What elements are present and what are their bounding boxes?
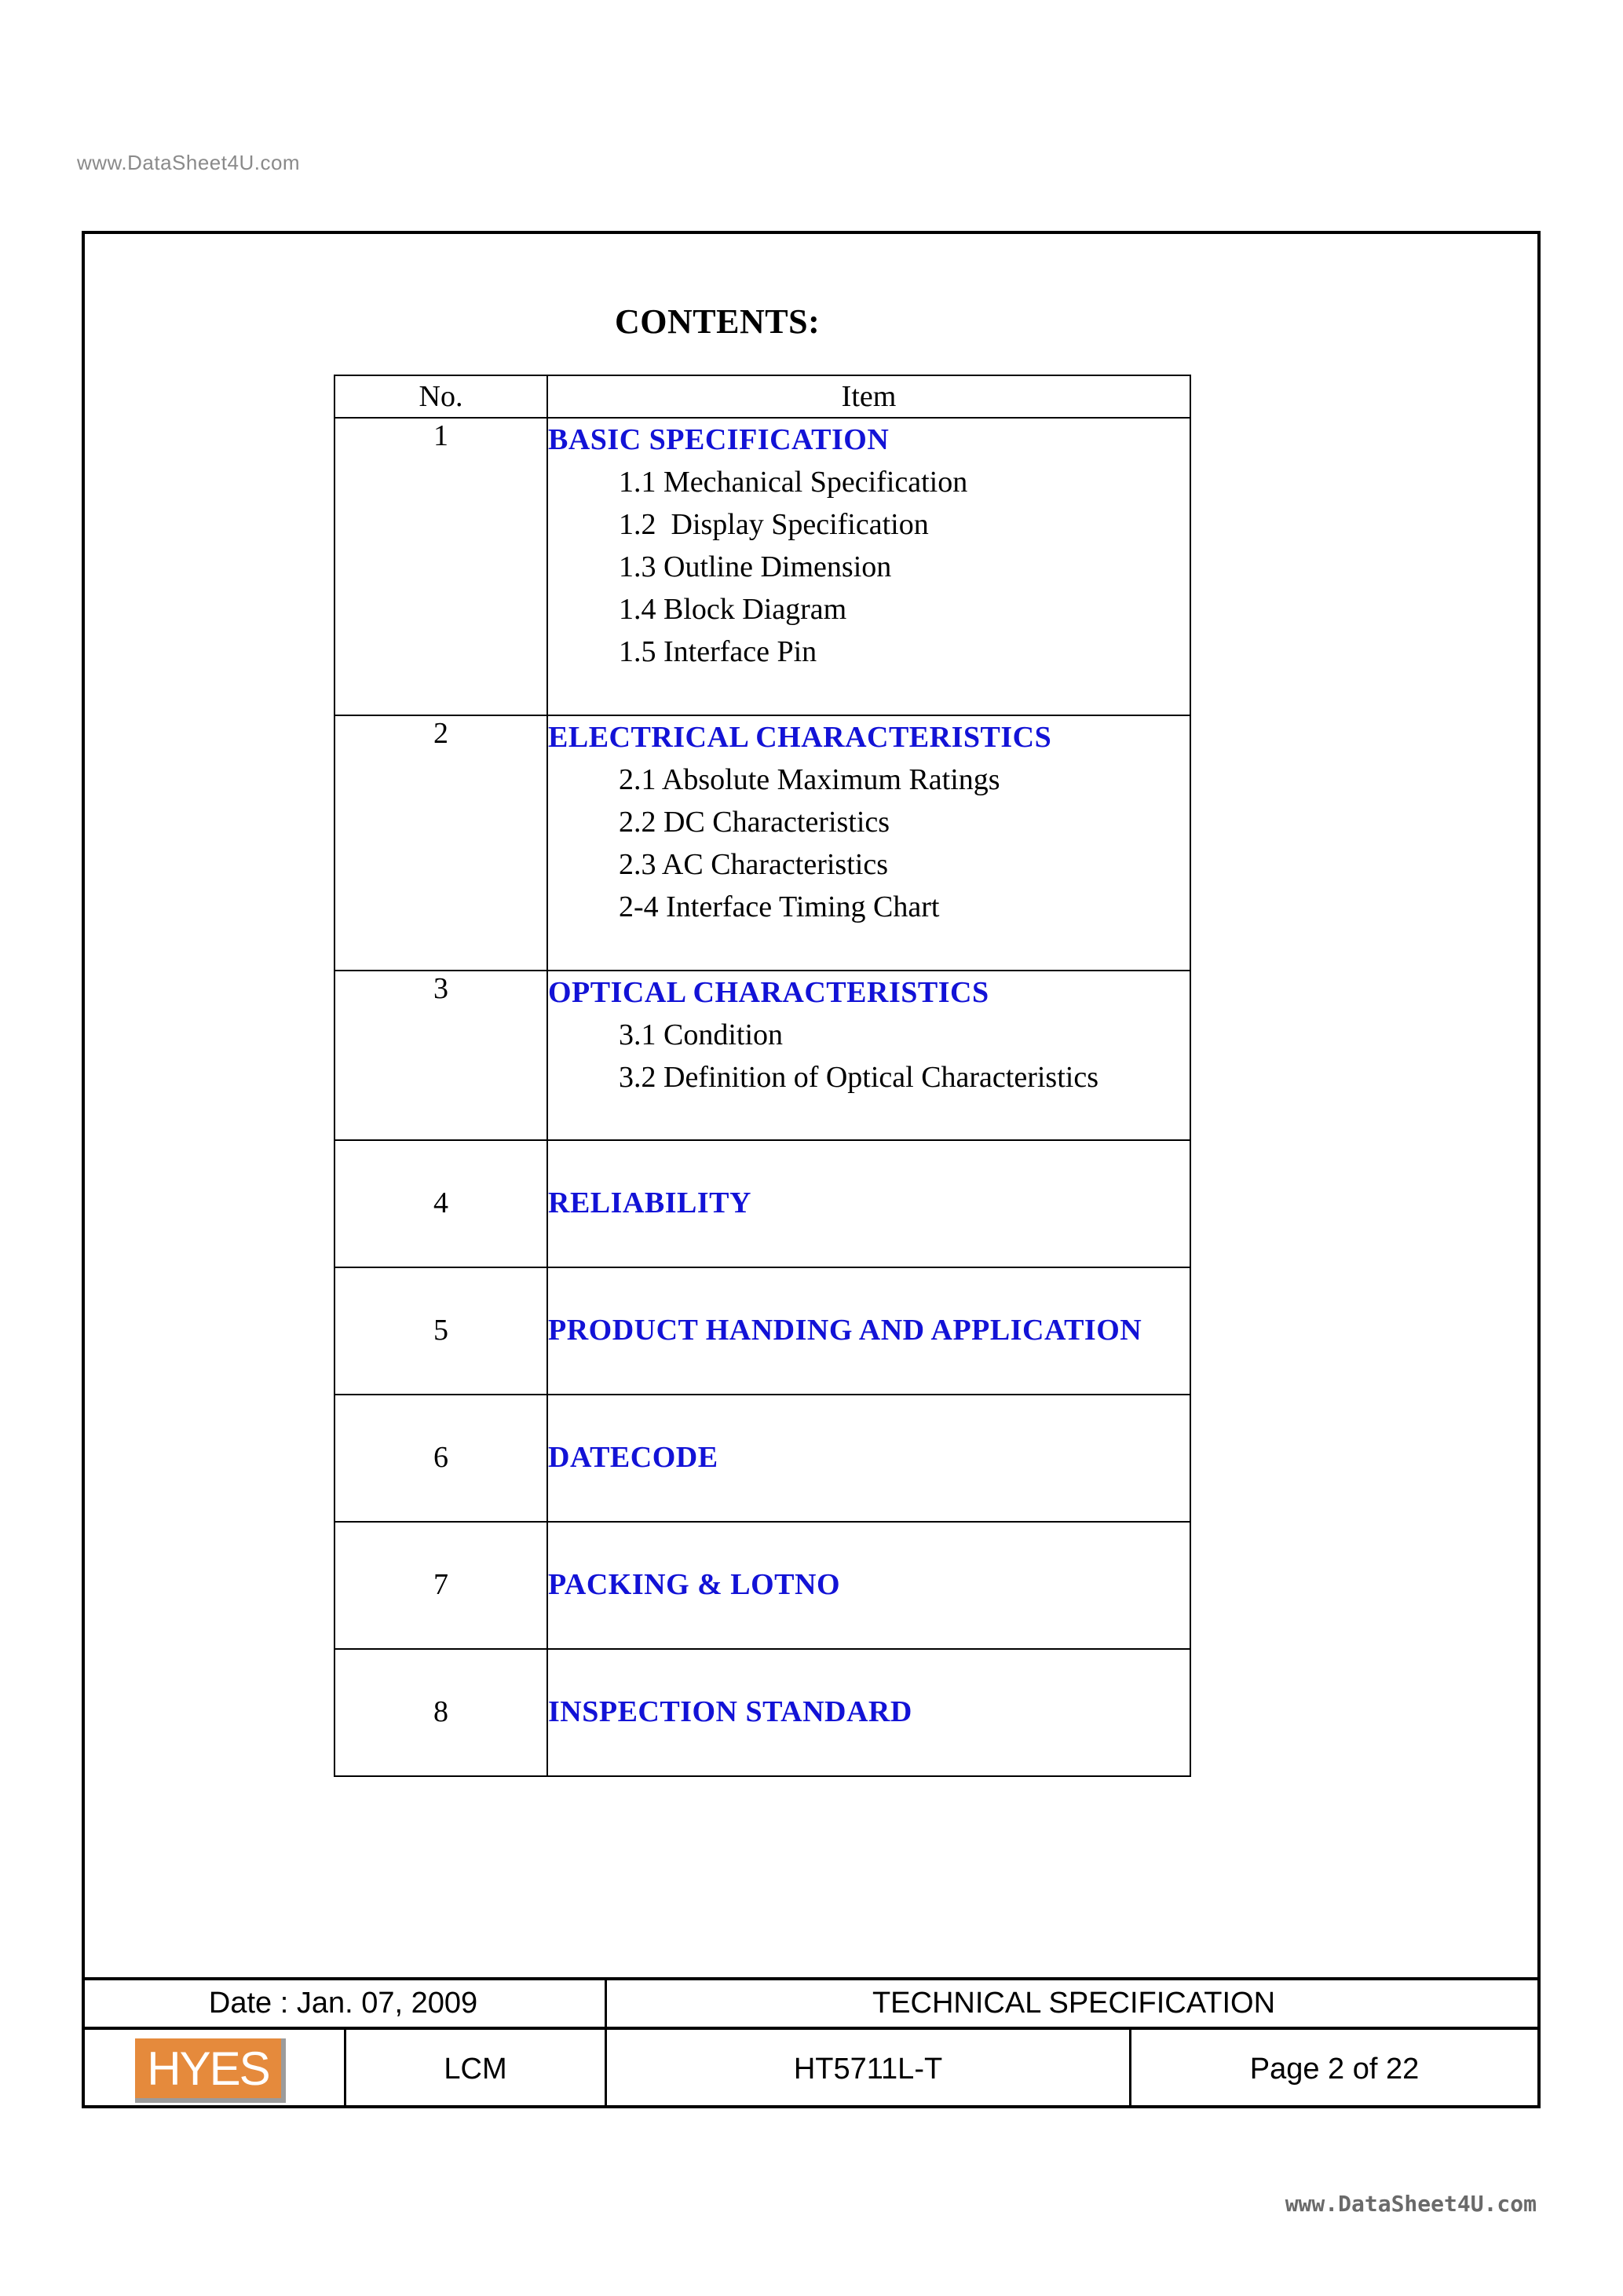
subsection-item: 1.2 Display Specification [619, 508, 929, 541]
subsection-item: 3.2 Definition of Optical Characteristics [619, 1061, 1098, 1094]
section-cell [547, 715, 1190, 971]
subsection-item: 1.3 Outline Dimension [619, 550, 892, 583]
section-cell [547, 1140, 1190, 1267]
section-title: PACKING & LOTNO [548, 1568, 841, 1601]
section-number: 3 [334, 971, 547, 1140]
table-row [334, 1649, 1190, 1776]
footer-product-type: LCM [444, 2052, 507, 2086]
table-row [334, 1140, 1190, 1267]
section-title: OPTICAL CHARACTERISTICS [548, 976, 989, 1009]
section-title: RELIABILITY [548, 1186, 751, 1219]
header-no: No. [334, 375, 547, 418]
subsection-item: 3.1 Condition [619, 1018, 784, 1051]
section-number: 4 [334, 1140, 547, 1267]
section-title: ELECTRICAL CHARACTERISTICS [548, 721, 1052, 754]
section-cell [547, 1267, 1190, 1395]
header-item: Item [547, 375, 1190, 418]
logo-text: HYES [135, 2038, 281, 2098]
contents-table [334, 375, 1191, 1777]
watermark-bottom: www.DataSheet4U.com [1285, 2191, 1537, 2217]
section-title: DATECODE [548, 1441, 718, 1474]
section-title: BASIC SPECIFICATION [548, 423, 890, 456]
page-title: CONTENTS: [615, 302, 821, 341]
section-cell [547, 971, 1190, 1140]
subsection-item: 1.5 Interface Pin [619, 635, 817, 668]
table-row [334, 1267, 1190, 1395]
table-row [334, 1395, 1190, 1522]
footer-table [82, 1977, 1541, 2108]
table-header-row [334, 375, 1190, 418]
subsection-item: 1.4 Block Diagram [619, 593, 847, 626]
section-number: 8 [334, 1649, 547, 1776]
table-row [334, 715, 1190, 971]
section-title: INSPECTION STANDARD [548, 1695, 912, 1728]
table-row [334, 418, 1190, 715]
section-number: 7 [334, 1522, 547, 1649]
subsection-item: 2.3 AC Characteristics [619, 848, 888, 881]
subsection-item: 2.2 DC Characteristics [619, 806, 890, 839]
section-cell [547, 1395, 1190, 1522]
footer-doc-type: TECHNICAL SPECIFICATION [872, 1987, 1276, 2020]
footer-date: Date : Jan. 07, 2009 [208, 1987, 478, 2020]
section-number: 1 [334, 418, 547, 715]
section-cell [547, 418, 1190, 715]
section-cell [547, 1522, 1190, 1649]
section-cell [547, 1649, 1190, 1776]
section-number: 5 [334, 1267, 547, 1395]
subsection-item: 2-4 Interface Timing Chart [619, 890, 940, 923]
subsection-item: 2.1 Absolute Maximum Ratings [619, 763, 1000, 796]
table-row [334, 1522, 1190, 1649]
footer-model: HT5711L-T [793, 2052, 943, 2086]
watermark-top: www.DataSheet4U.com [77, 151, 301, 174]
section-number: 6 [334, 1395, 547, 1522]
subsection-item: 1.1 Mechanical Specification [619, 466, 968, 499]
section-number: 2 [334, 715, 547, 971]
footer-page-number: Page 2 of 22 [1249, 2052, 1420, 2086]
section-title: PRODUCT HANDING AND APPLICATION [548, 1314, 1142, 1347]
table-row [334, 971, 1190, 1140]
company-logo [135, 2038, 286, 2103]
